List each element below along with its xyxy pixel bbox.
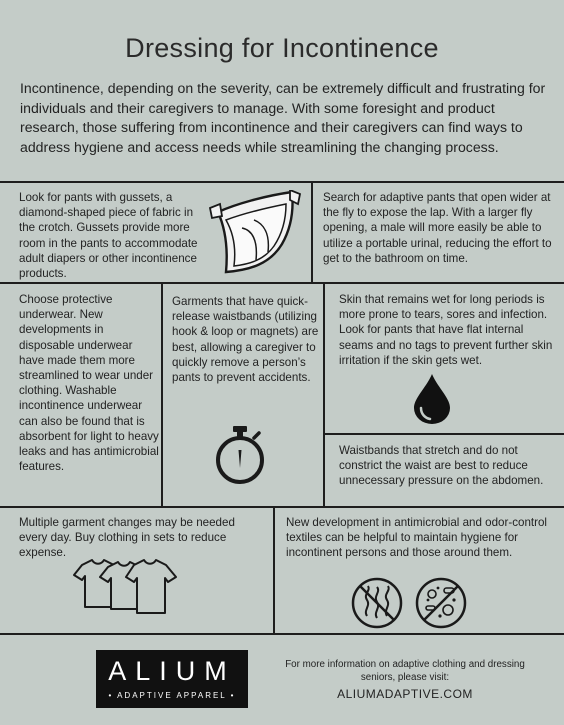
tip-gussets: Look for pants with gussets, a diamond-shaped piece of fabric in the crotch. Gussets provide more room in the pants to accommodate adult diapers or other incontinence products. — [19, 191, 198, 281]
water-drop-icon — [412, 372, 452, 429]
page-title: Dressing for Incontinence — [125, 33, 439, 63]
tip-quick-release: Garments that have quick-release waistbands (utilizing hook & loop or magnets) are best, allowing a caregiver to quickly remove a person’s pants to prevent accidents. — [172, 295, 319, 385]
no-odor-icon — [350, 576, 404, 635]
logo-wordmark: ALIUM — [108, 656, 236, 686]
t-shirts-icon — [70, 557, 190, 620]
divider — [161, 282, 163, 507]
footer-info: For more information on adaptive clothing and dressing seniors, please visit: — [285, 659, 525, 683]
tip-skin: Skin that remains wet for long periods is more prone to tears, sores and infection. Look for pants that have flat internal seams and no tags to prevent further skin irritation if the skin gets wet. — [339, 293, 553, 367]
divider — [323, 282, 325, 507]
tip-garment-changes: Multiple garment changes may be needed every day. Buy clothing in sets to reduce expense. — [19, 516, 235, 560]
tip-underwear: Choose protective underwear. New developments in disposable underwear have made them more streamlined to wear under clothing. Washable incontinence underwear can also be found that is absorbent for light to heavy leaks and has antimicrobial features. — [19, 293, 159, 474]
divider — [273, 506, 275, 634]
divider — [0, 633, 564, 635]
tip-fly: Search for adaptive pants that open wider at the fly to expose the lap. With a larger fly opening, a male will more easily be able to utilize a portable urinal, reducing the effort to get to the bathroom on time. — [323, 191, 552, 265]
tip-textiles: New development in antimicrobial and odor-control textiles can be helpful to maintain hygiene for incontinent persons and those around them. — [286, 516, 547, 560]
brand-logo[interactable] — [96, 650, 248, 708]
website-link[interactable]: ALIUMADAPTIVE.COM — [337, 687, 473, 701]
divider — [323, 433, 564, 435]
divider — [311, 181, 313, 283]
stopwatch-icon — [214, 424, 266, 491]
divider — [0, 282, 564, 284]
intro-paragraph: Incontinence, depending on the severity, can be extremely difficult and frustrating for individuals and their caregivers to manage. With some foresight and product research, those suffering from incontinence and their caregivers can find ways to address hygiene and access needs while streamlining the changing process. — [20, 80, 546, 155]
diaper-icon — [206, 190, 304, 279]
logo-tagline: • ADAPTIVE APPAREL • — [108, 691, 236, 700]
divider — [0, 181, 564, 183]
no-germs-icon — [414, 576, 468, 635]
divider — [0, 506, 564, 508]
tip-stretch-waistbands: Waistbands that stretch and do not constrict the waist are best to reduce unnecessary pressure on the abdomen. — [339, 444, 544, 488]
